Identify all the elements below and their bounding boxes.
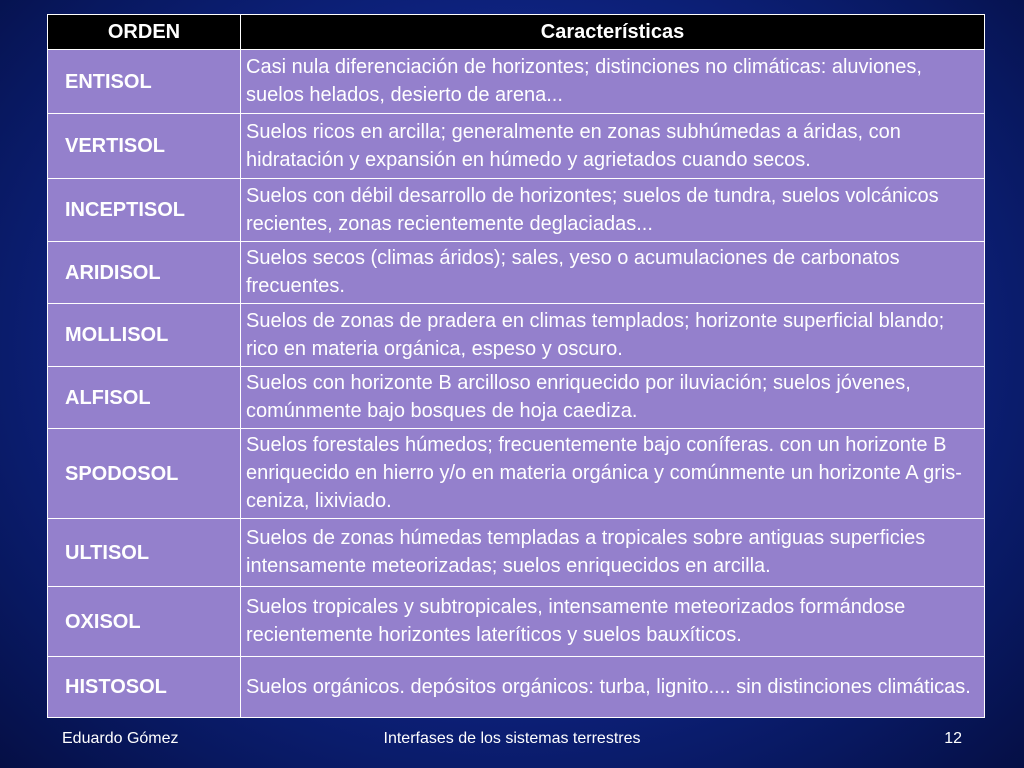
- header-orden: ORDEN: [48, 15, 241, 50]
- orden-cell: ALFISOL: [48, 367, 241, 429]
- desc-cell: Suelos de zonas de pradera en climas templados; horizonte superficial blando; rico en materia orgánica, espeso y oscuro.: [241, 304, 985, 367]
- header-caracteristicas: Características: [241, 15, 985, 50]
- table-row: [48, 179, 985, 242]
- desc-cell: Suelos tropicales y subtropicales, intensamente meteorizados formándose recientemente horizontes lateríticos y suelos bauxíticos.: [241, 587, 985, 657]
- table-row: [48, 519, 985, 587]
- orden-cell: SPODOSOL: [48, 429, 241, 519]
- footer-page-number: 12: [944, 730, 962, 747]
- table-row: [48, 657, 985, 718]
- orden-cell: OXISOL: [48, 587, 241, 657]
- table-row: [48, 114, 985, 179]
- soil-orders-table: [47, 14, 985, 718]
- desc-cell: Suelos con horizonte B arcilloso enriquecido por iluviación; suelos jóvenes, comúnmente bajo bosques de hoja caediza.: [241, 367, 985, 429]
- orden-cell: ENTISOL: [48, 50, 241, 114]
- desc-cell: Casi nula diferenciación de horizontes; distinciones no climáticas: aluviones, suelos helados, desierto de arena...: [241, 50, 985, 114]
- orden-cell: INCEPTISOL: [48, 179, 241, 242]
- footer-title: Interfases de los sistemas terrestres: [383, 730, 641, 747]
- desc-cell: Suelos orgánicos. depósitos orgánicos: turba, lignito.... sin distinciones climáticas.: [241, 657, 985, 718]
- table-row: [48, 50, 985, 114]
- orden-cell: MOLLISOL: [48, 304, 241, 367]
- desc-cell: Suelos de zonas húmedas templadas a tropicales sobre antiguas superficies intensamente meteorizadas; suelos enriquecidos en arcilla.: [241, 519, 985, 587]
- orden-cell: VERTISOL: [48, 114, 241, 179]
- table-header-row: [48, 15, 985, 50]
- table-row: [48, 429, 985, 519]
- table-row: [48, 304, 985, 367]
- orden-cell: HISTOSOL: [48, 657, 241, 718]
- footer-author: Eduardo Gómez: [62, 730, 179, 747]
- desc-cell: Suelos secos (climas áridos); sales, yeso o acumulaciones de carbonatos frecuentes.: [241, 242, 985, 304]
- orden-cell: ARIDISOL: [48, 242, 241, 304]
- table-row: [48, 367, 985, 429]
- table-row: [48, 587, 985, 657]
- table-row: [48, 242, 985, 304]
- desc-cell: Suelos forestales húmedos; frecuentemente bajo coníferas. con un horizonte B enriquecido en hierro y/o en materia orgánica y comúnmente un horizonte A gris-ceniza, lixiviado.: [241, 429, 985, 519]
- orden-cell: ULTISOL: [48, 519, 241, 587]
- desc-cell: Suelos ricos en arcilla; generalmente en zonas subhúmedas a áridas, con hidratación y expansión en húmedo y agrietados cuando secos.: [241, 114, 985, 179]
- desc-cell: Suelos con débil desarrollo de horizontes; suelos de tundra, suelos volcánicos recientes, zonas recientemente deglaciadas...: [241, 179, 985, 242]
